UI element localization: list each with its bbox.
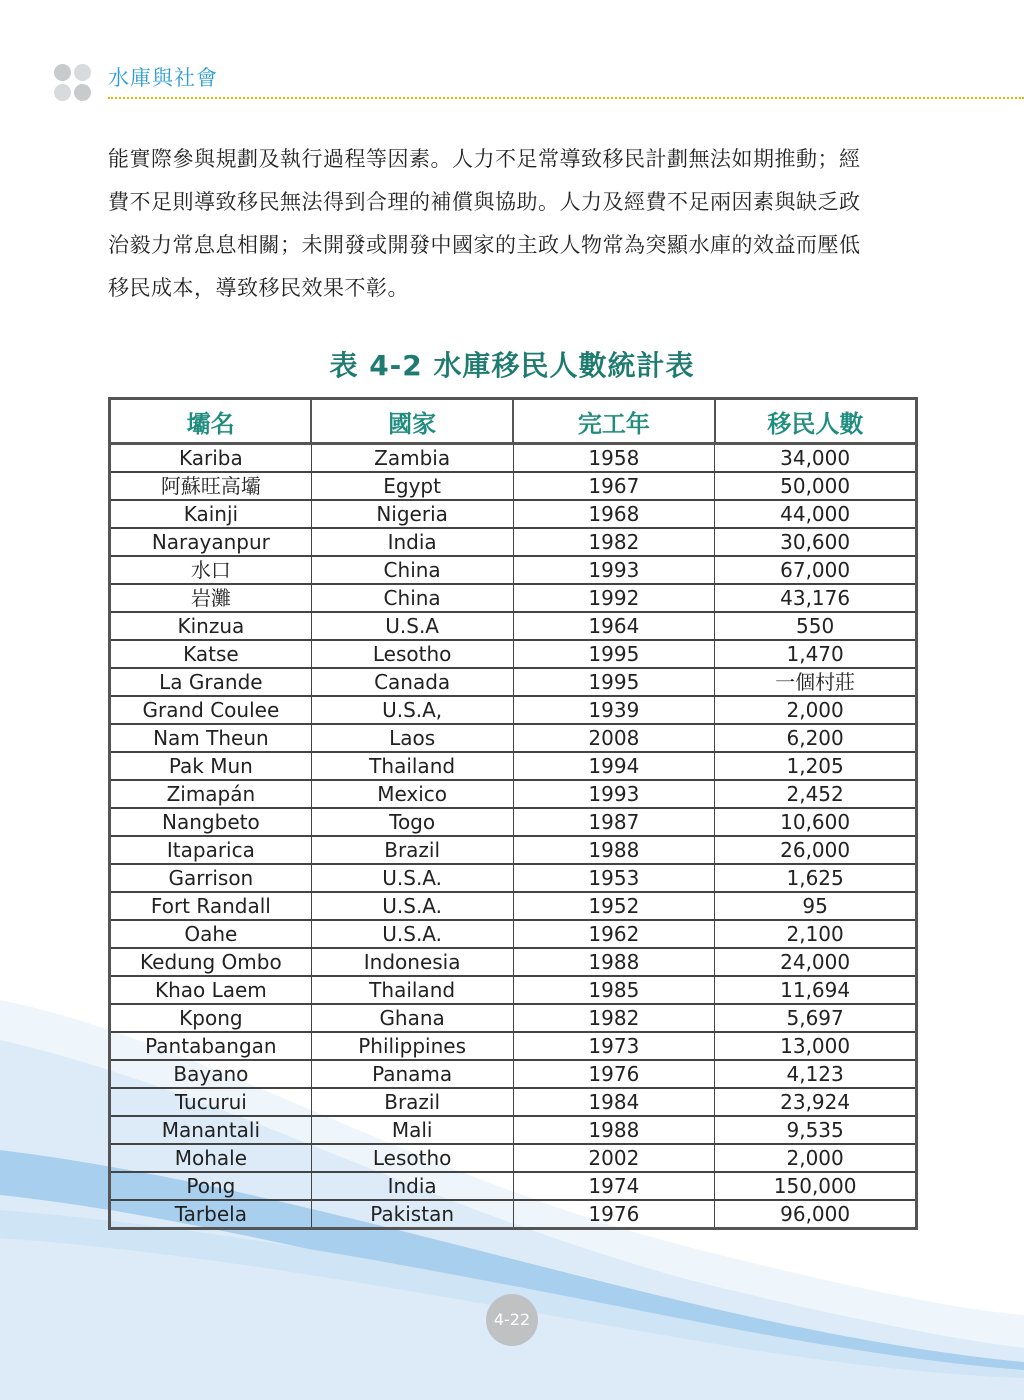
page-number-badge: 4-22 <box>486 1294 538 1346</box>
table-header-row <box>110 399 917 444</box>
cell-dam-name: Kinzua <box>110 612 312 640</box>
cell-resettled-people: 9,535 <box>715 1116 917 1144</box>
body-paragraph <box>108 138 920 310</box>
table-row <box>110 752 917 780</box>
cell-completion-year: 1962 <box>513 920 715 948</box>
cell-completion-year: 1995 <box>513 668 715 696</box>
cell-resettled-people: 5,697 <box>715 1004 917 1032</box>
cell-country: U.S.A. <box>311 892 513 920</box>
cell-country: Panama <box>311 1060 513 1088</box>
cell-country: Mali <box>311 1116 513 1144</box>
table-row <box>110 1116 917 1144</box>
cell-completion-year: 1976 <box>513 1200 715 1229</box>
cell-completion-year: 1982 <box>513 1004 715 1032</box>
cell-dam-name: Tarbela <box>110 1200 312 1229</box>
cell-country: Thailand <box>311 752 513 780</box>
cell-country: Lesotho <box>311 1144 513 1172</box>
header-country: 國家 <box>311 399 513 444</box>
cell-country: Lesotho <box>311 640 513 668</box>
cell-completion-year: 1958 <box>513 444 715 473</box>
cell-resettled-people: 1,205 <box>715 752 917 780</box>
table-row <box>110 1004 917 1032</box>
cell-country: Brazil <box>311 1088 513 1116</box>
table-row <box>110 724 917 752</box>
cell-country: Zambia <box>311 444 513 473</box>
cell-resettled-people: 一個村莊 <box>715 668 917 696</box>
cell-resettled-people: 6,200 <box>715 724 917 752</box>
table-row <box>110 1200 917 1229</box>
cell-country: Canada <box>311 668 513 696</box>
table-row <box>110 668 917 696</box>
table-row <box>110 528 917 556</box>
cell-completion-year: 1976 <box>513 1060 715 1088</box>
cell-dam-name: Katse <box>110 640 312 668</box>
cell-dam-name: Oahe <box>110 920 312 948</box>
cell-resettled-people: 1,625 <box>715 864 917 892</box>
cell-country: Thailand <box>311 976 513 1004</box>
cell-completion-year: 2008 <box>513 724 715 752</box>
cell-completion-year: 1993 <box>513 780 715 808</box>
cell-country: U.S.A <box>311 612 513 640</box>
cell-country: Indonesia <box>311 948 513 976</box>
cell-resettled-people: 24,000 <box>715 948 917 976</box>
cell-dam-name: Garrison <box>110 864 312 892</box>
dam-resettlement-table <box>108 397 918 1230</box>
cell-country: Nigeria <box>311 500 513 528</box>
cell-resettled-people: 67,000 <box>715 556 917 584</box>
paragraph-line: 移民成本，導致移民效果不彰。 <box>108 276 409 300</box>
cell-dam-name: Pong <box>110 1172 312 1200</box>
table-row <box>110 556 917 584</box>
cell-resettled-people: 23,924 <box>715 1088 917 1116</box>
cell-dam-name: Nam Theun <box>110 724 312 752</box>
cell-resettled-people: 11,694 <box>715 976 917 1004</box>
cell-country: China <box>311 556 513 584</box>
cell-completion-year: 1988 <box>513 948 715 976</box>
cell-completion-year: 1939 <box>513 696 715 724</box>
cell-dam-name: 水口 <box>110 556 312 584</box>
cell-completion-year: 1952 <box>513 892 715 920</box>
cell-country: U.S.A, <box>311 696 513 724</box>
header-completion-year: 完工年 <box>513 399 715 444</box>
table-row <box>110 640 917 668</box>
cell-country: Mexico <box>311 780 513 808</box>
cell-resettled-people: 96,000 <box>715 1200 917 1229</box>
table-body <box>110 444 917 1229</box>
cell-dam-name: Kariba <box>110 444 312 473</box>
header-divider <box>108 97 1024 99</box>
cell-resettled-people: 30,600 <box>715 528 917 556</box>
table-row <box>110 1060 917 1088</box>
cell-dam-name: 岩灘 <box>110 584 312 612</box>
cell-resettled-people: 2,000 <box>715 1144 917 1172</box>
cell-dam-name: Itaparica <box>110 836 312 864</box>
cell-completion-year: 1967 <box>513 472 715 500</box>
cell-resettled-people: 2,100 <box>715 920 917 948</box>
cell-resettled-people: 44,000 <box>715 500 917 528</box>
table-row <box>110 920 917 948</box>
cell-country: Egypt <box>311 472 513 500</box>
paragraph-line: 能實際參與規劃及執行過程等因素。人力不足常導致移民計劃無法如期推動；經 <box>108 147 861 171</box>
table-row <box>110 696 917 724</box>
cell-completion-year: 1988 <box>513 1116 715 1144</box>
paragraph-line: 費不足則導致移民無法得到合理的補償與協助。人力及經費不足兩因素與缺乏政 <box>108 190 861 214</box>
book-title: 水庫與社會 <box>108 66 218 90</box>
cell-dam-name: Tucurui <box>110 1088 312 1116</box>
table-row <box>110 836 917 864</box>
cell-dam-name: Mohale <box>110 1144 312 1172</box>
table-row <box>110 1144 917 1172</box>
four-dots-logo-icon <box>54 64 94 104</box>
cell-completion-year: 1985 <box>513 976 715 1004</box>
cell-completion-year: 1968 <box>513 500 715 528</box>
cell-completion-year: 1988 <box>513 836 715 864</box>
cell-resettled-people: 34,000 <box>715 444 917 473</box>
cell-dam-name: Khao Laem <box>110 976 312 1004</box>
cell-resettled-people: 150,000 <box>715 1172 917 1200</box>
cell-resettled-people: 95 <box>715 892 917 920</box>
table-row <box>110 948 917 976</box>
cell-completion-year: 1984 <box>513 1088 715 1116</box>
cell-dam-name: Grand Coulee <box>110 696 312 724</box>
cell-completion-year: 1964 <box>513 612 715 640</box>
table-row <box>110 976 917 1004</box>
cell-dam-name: Zimapán <box>110 780 312 808</box>
header-resettled-people: 移民人數 <box>715 399 917 444</box>
cell-resettled-people: 550 <box>715 612 917 640</box>
cell-country: Laos <box>311 724 513 752</box>
table-row <box>110 584 917 612</box>
table-caption: 表 4-2 水庫移民人數統計表 <box>329 349 695 382</box>
cell-resettled-people: 13,000 <box>715 1032 917 1060</box>
cell-dam-name: Pak Mun <box>110 752 312 780</box>
cell-dam-name: La Grande <box>110 668 312 696</box>
cell-resettled-people: 4,123 <box>715 1060 917 1088</box>
cell-dam-name: Pantabangan <box>110 1032 312 1060</box>
cell-country: Brazil <box>311 836 513 864</box>
cell-resettled-people: 50,000 <box>715 472 917 500</box>
cell-country: Togo <box>311 808 513 836</box>
cell-completion-year: 1974 <box>513 1172 715 1200</box>
cell-dam-name: Kedung Ombo <box>110 948 312 976</box>
page-header <box>0 0 1024 105</box>
cell-country: U.S.A. <box>311 920 513 948</box>
cell-completion-year: 1992 <box>513 584 715 612</box>
table-row <box>110 864 917 892</box>
cell-country: India <box>311 1172 513 1200</box>
table-row <box>110 808 917 836</box>
paragraph-line: 治毅力常息息相關；未開發或開發中國家的主政人物常為突顯水庫的效益而壓低 <box>108 233 861 257</box>
cell-resettled-people: 1,470 <box>715 640 917 668</box>
cell-completion-year: 1995 <box>513 640 715 668</box>
cell-country: China <box>311 584 513 612</box>
cell-country: Ghana <box>311 1004 513 1032</box>
cell-dam-name: Manantali <box>110 1116 312 1144</box>
cell-resettled-people: 2,000 <box>715 696 917 724</box>
cell-completion-year: 1973 <box>513 1032 715 1060</box>
cell-dam-name: Kainji <box>110 500 312 528</box>
cell-completion-year: 1994 <box>513 752 715 780</box>
cell-country: Pakistan <box>311 1200 513 1229</box>
table-row <box>110 1172 917 1200</box>
cell-dam-name: Fort Randall <box>110 892 312 920</box>
cell-completion-year: 2002 <box>513 1144 715 1172</box>
cell-completion-year: 1987 <box>513 808 715 836</box>
cell-country: Philippines <box>311 1032 513 1060</box>
table-row <box>110 472 917 500</box>
cell-completion-year: 1953 <box>513 864 715 892</box>
table-row <box>110 500 917 528</box>
cell-resettled-people: 26,000 <box>715 836 917 864</box>
table-row <box>110 892 917 920</box>
cell-dam-name: Kpong <box>110 1004 312 1032</box>
cell-completion-year: 1993 <box>513 556 715 584</box>
table-row <box>110 1032 917 1060</box>
table-row <box>110 780 917 808</box>
cell-resettled-people: 10,600 <box>715 808 917 836</box>
table-row <box>110 612 917 640</box>
cell-country: U.S.A. <box>311 864 513 892</box>
cell-dam-name: 阿蘇旺高壩 <box>110 472 312 500</box>
cell-resettled-people: 43,176 <box>715 584 917 612</box>
cell-resettled-people: 2,452 <box>715 780 917 808</box>
cell-completion-year: 1982 <box>513 528 715 556</box>
header-dam-name: 壩名 <box>110 399 312 444</box>
cell-dam-name: Narayanpur <box>110 528 312 556</box>
cell-dam-name: Bayano <box>110 1060 312 1088</box>
table-row <box>110 444 917 473</box>
cell-country: India <box>311 528 513 556</box>
table-row <box>110 1088 917 1116</box>
cell-dam-name: Nangbeto <box>110 808 312 836</box>
